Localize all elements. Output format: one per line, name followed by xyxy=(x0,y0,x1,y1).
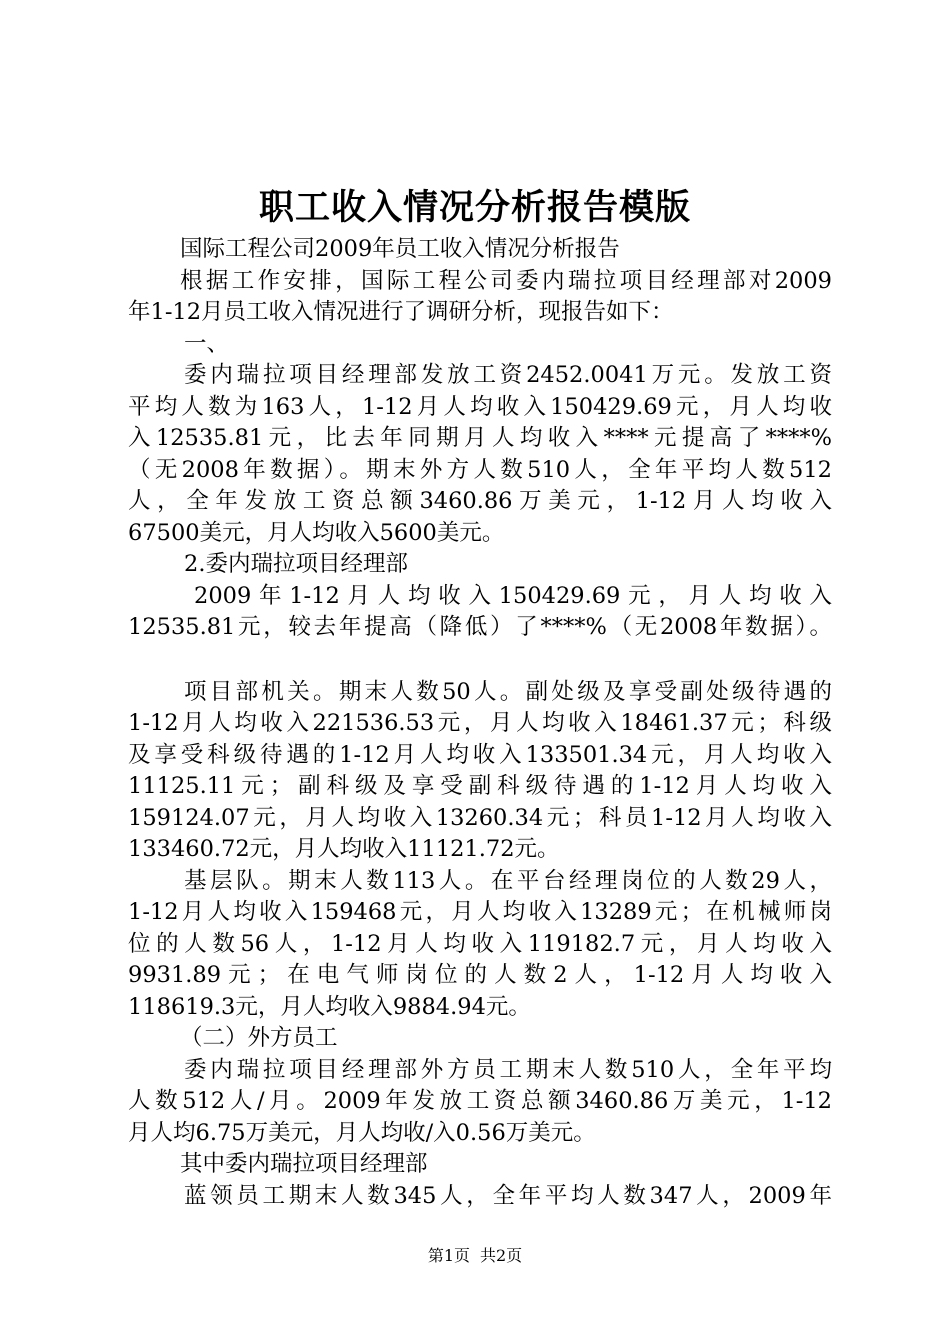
paragraph-line: 67500美元，月人均收入5600美元。 xyxy=(128,519,505,546)
paragraph-line: 位的人数56人，1-12月人均收入119182.7元，月人均收入 xyxy=(128,930,832,957)
page-number: 第1页 xyxy=(427,1246,470,1265)
paragraph-line: 159124.07元，月人均收入13260.34元；科员1-12月人均收入 xyxy=(128,804,832,831)
paragraph-line: 项目部机关。期末人数50人。副处级及享受副处级待遇的 xyxy=(184,678,832,705)
blank-line xyxy=(128,644,832,677)
section-heading: 2.委内瑞拉项目经理部 xyxy=(184,551,408,577)
paragraph-line: 12535.81元，较去年提高（降低）了****%（无2008年数据）。 xyxy=(128,614,832,640)
paragraph-line: 年1-12月员工收入情况进行了调研分析，现报告如下： xyxy=(128,299,674,325)
paragraph-line: 人数512人/月。2009年发放工资总额3460.86万美元，1-12 xyxy=(128,1088,832,1114)
paragraph-line: 9931.89元；在电气师岗位的人数2人，1-12月人均收入 xyxy=(128,962,832,988)
paragraph-line: 133460.72元，月人均收入11121.72元。 xyxy=(128,836,560,862)
paragraph-line: 1-12月人均收入221536.53元，月人均收入18461.37元；科级 xyxy=(128,710,832,736)
paragraph-line: 1-12月人均收入159468元，月人均收入13289元；在机械师岗 xyxy=(128,899,832,925)
paragraph-line: 其中委内瑞拉项目经理部 xyxy=(180,1151,428,1177)
paragraph-line: 基层队。期末人数113人。在平台经理岗位的人数29人， xyxy=(184,867,832,894)
paragraph-line: 及享受科级待遇的1-12月人均收入133501.34元，月人均收入 xyxy=(128,741,832,768)
paragraph-line: 118619.3元，月人均收入9884.94元。 xyxy=(128,993,531,1020)
document-title: 职工收入情况分析报告模版 xyxy=(258,187,691,228)
paragraph-line: 入12535.81元，比去年同期月人均收入****元提高了****% xyxy=(128,425,832,451)
document-body xyxy=(128,234,832,1212)
paragraph-line: 2009年1-12月人均收入150429.69元，月人均收入 xyxy=(194,582,832,609)
paragraph-line: （无2008年数据）。期末外方人数510人，全年平均人数512 xyxy=(128,456,832,483)
paragraph-line: 根据工作安排，国际工程公司委内瑞拉项目经理部对2009 xyxy=(180,267,832,294)
page-footer xyxy=(0,1245,950,1267)
paragraph-line: 人，全年发放工资总额3460.86万美元，1-12月人均收入 xyxy=(128,488,832,514)
section-heading: 一、 xyxy=(184,330,230,357)
paragraph-line: 委内瑞拉项目经理部发放工资2452.0041万元。发放工资 xyxy=(184,362,832,388)
paragraph-line: 国际工程公司2009年员工收入情况分析报告 xyxy=(180,236,620,262)
paragraph-line: 委内瑞拉项目经理部外方员工期末人数510人，全年平均 xyxy=(184,1056,832,1083)
paragraph-line: 月人均6.75万美元，月人均收/入0.56万美元。 xyxy=(128,1119,596,1146)
page-total: 共2页 xyxy=(480,1246,523,1265)
paragraph-line: 蓝领员工期末人数345人，全年平均人数347人，2009年 xyxy=(184,1182,832,1209)
section-heading: （二）外方员工 xyxy=(180,1025,338,1051)
paragraph-line: 平均人数为163人，1-12月人均收入150429.69元，月人均收 xyxy=(128,393,832,420)
paragraph-line: 11125.11元；副科级及享受副科级待遇的1-12月人均收入 xyxy=(128,773,832,799)
